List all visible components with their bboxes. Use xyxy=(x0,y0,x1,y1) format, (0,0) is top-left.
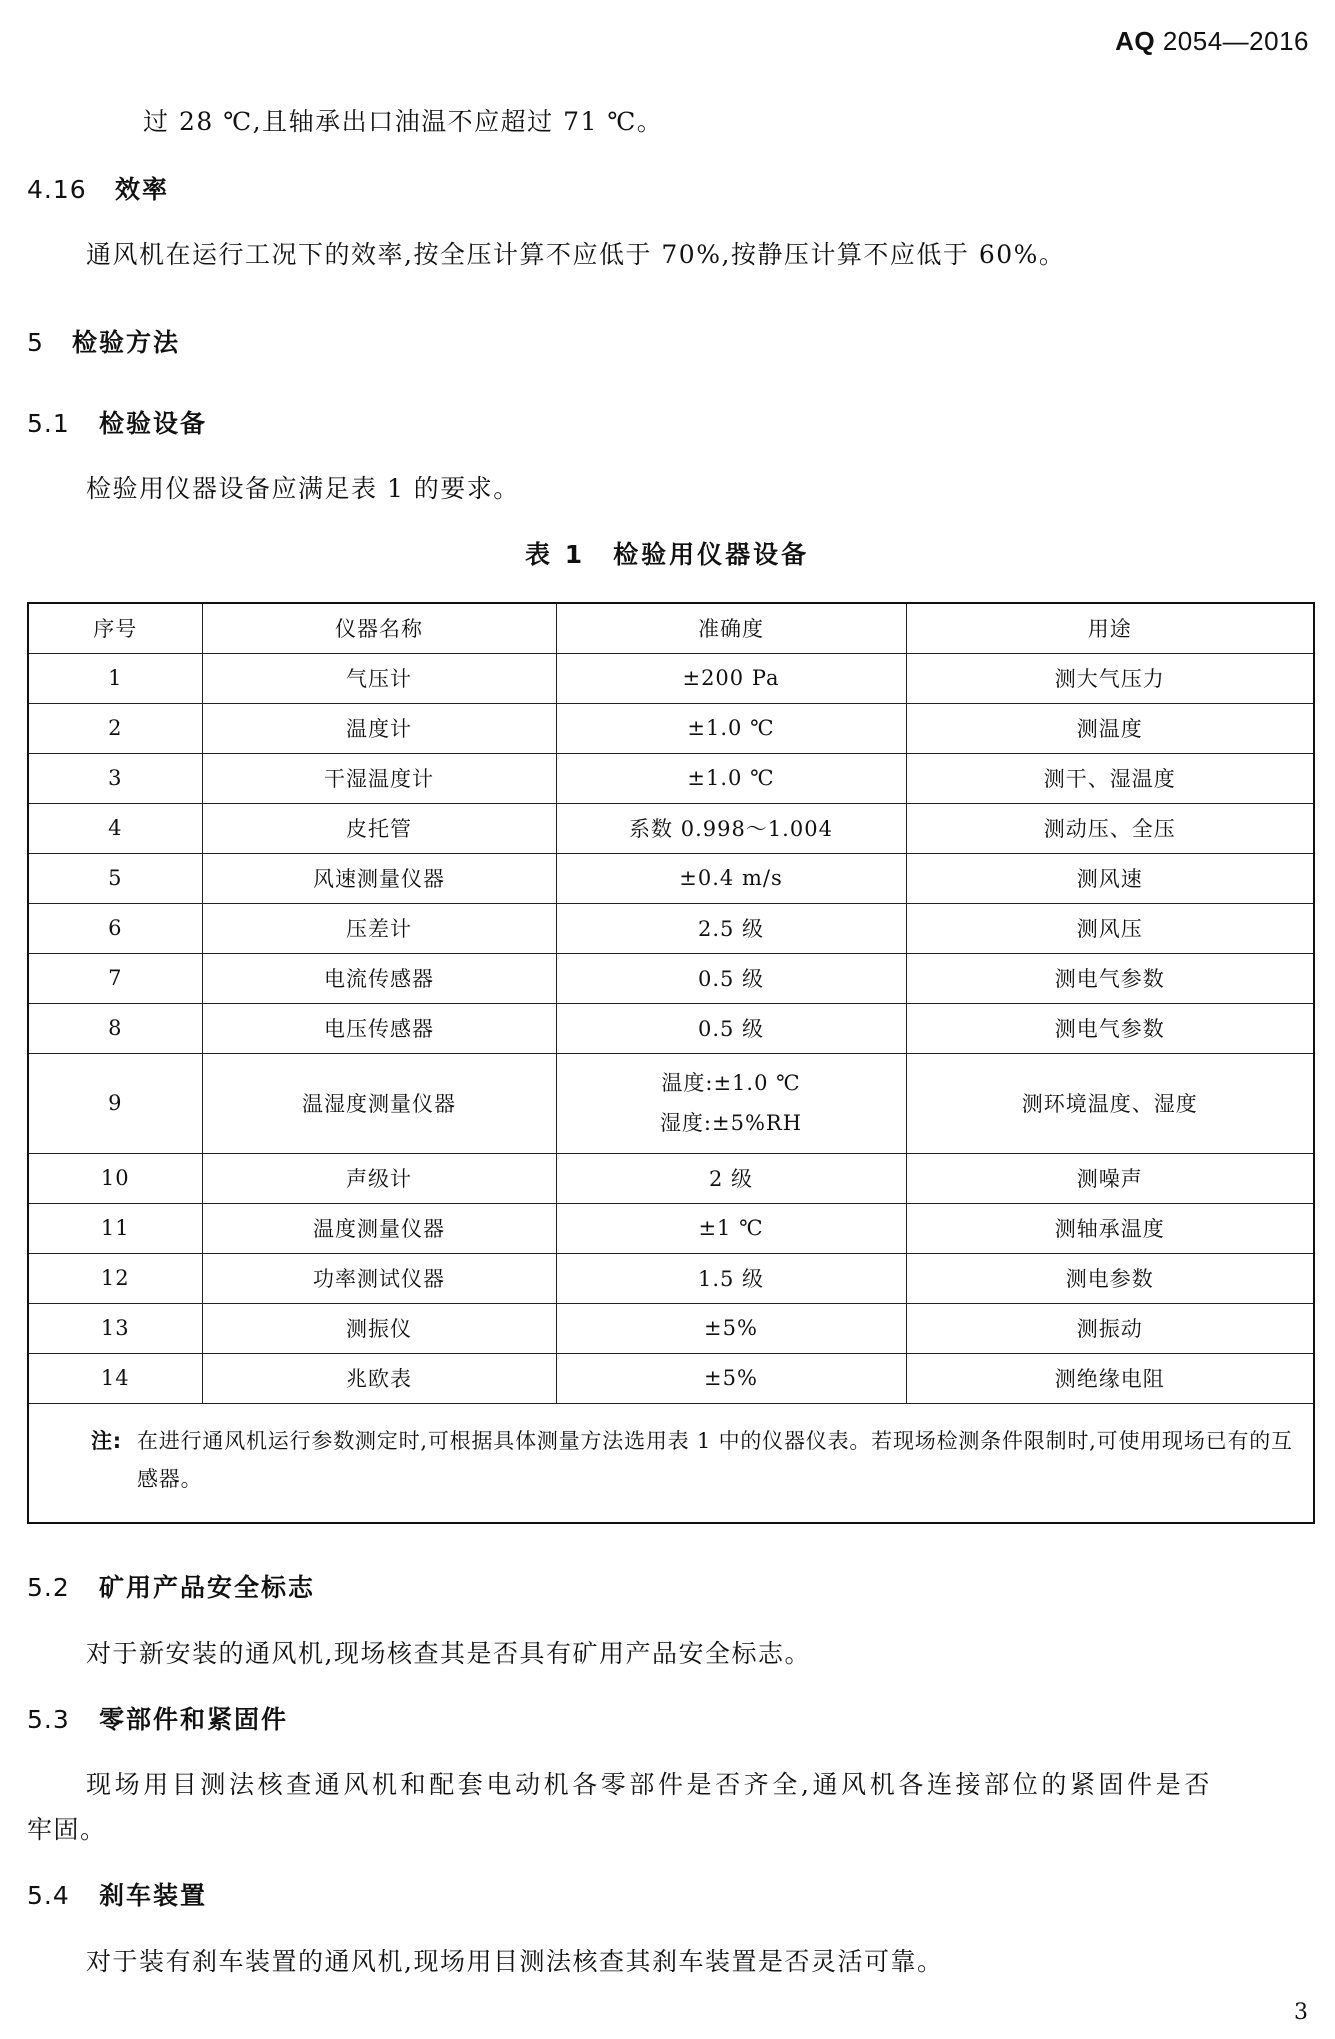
table-row xyxy=(28,653,1314,703)
cell-no: 12 xyxy=(28,1253,202,1303)
cell-no: 9 xyxy=(28,1053,202,1153)
page-number: 3 xyxy=(1294,2000,1308,2025)
cell-use: 测绝缘电阻 xyxy=(906,1353,1314,1403)
cell-no: 11 xyxy=(28,1203,202,1253)
table-row xyxy=(28,1303,1314,1353)
table-row xyxy=(28,1353,1314,1403)
cell-name: 干湿温度计 xyxy=(202,753,556,803)
table-row xyxy=(28,953,1314,1003)
cell-accuracy: ±5% xyxy=(556,1303,906,1353)
section-title: 检验设备 xyxy=(99,409,208,438)
table-row xyxy=(28,1153,1314,1203)
section-number: 4.16 xyxy=(27,175,87,204)
col-header-name: 仪器名称 xyxy=(202,603,556,653)
cell-use: 测温度 xyxy=(906,703,1314,753)
section-title: 零部件和紧固件 xyxy=(99,1705,289,1734)
note-label: 注: xyxy=(91,1428,122,1453)
standard-code-header xyxy=(1115,26,1309,57)
cell-use: 测振动 xyxy=(906,1303,1314,1353)
cell-accuracy: ±1.0 ℃ xyxy=(556,753,906,803)
cell-no: 1 xyxy=(28,653,202,703)
cell-accuracy: ±1.0 ℃ xyxy=(556,703,906,753)
cell-use: 测风压 xyxy=(906,903,1314,953)
standard-number: 2054—2016 xyxy=(1162,26,1309,56)
table-row xyxy=(28,1253,1314,1303)
accuracy-humidity: 湿度:±5%RH xyxy=(659,1111,803,1135)
standard-prefix: AQ xyxy=(1115,26,1156,56)
section-5-3-text-line2: 牢固。 xyxy=(27,1815,107,1844)
section-5-heading xyxy=(27,323,180,359)
cell-use: 测轴承温度 xyxy=(906,1203,1314,1253)
cell-accuracy: ±0.4 m/s xyxy=(556,853,906,903)
cell-use: 测电气参数 xyxy=(906,1003,1314,1053)
section-title: 效率 xyxy=(115,175,170,204)
cell-name: 温度测量仪器 xyxy=(202,1203,556,1253)
cell-no: 4 xyxy=(28,803,202,853)
cell-accuracy xyxy=(556,1053,906,1153)
note-text: 在进行通风机运行参数测定时,可根据具体测量方法选用表 1 中的仪器仪表。若现场检测条件限制时,可使用现场已有的互感器。 xyxy=(137,1428,1293,1491)
cell-use: 测环境温度、湿度 xyxy=(906,1053,1314,1153)
section-5-2-heading xyxy=(27,1568,315,1604)
col-header-use: 用途 xyxy=(906,603,1314,653)
section-number: 5.3 xyxy=(27,1705,70,1734)
cell-name: 测振仪 xyxy=(202,1303,556,1353)
table-note xyxy=(28,1403,1314,1523)
section-title: 刹车装置 xyxy=(99,1881,208,1910)
cell-name: 声级计 xyxy=(202,1153,556,1203)
cell-accuracy: 2 级 xyxy=(556,1153,906,1203)
section-5-1-heading xyxy=(27,404,207,440)
table-note-row xyxy=(28,1403,1314,1523)
cell-name: 温湿度测量仪器 xyxy=(202,1053,556,1153)
table-header-row xyxy=(28,603,1314,653)
section-4-16-heading xyxy=(27,170,169,206)
table-row xyxy=(28,1053,1314,1153)
table-row xyxy=(28,703,1314,753)
accuracy-temperature: 温度:±1.0 ℃ xyxy=(661,1071,801,1095)
section-5-1-text: 检验用仪器设备应满足表 1 的要求。 xyxy=(86,474,520,503)
section-4-16-text: 通风机在运行工况下的效率,按全压计算不应低于 70%,按静压计算不应低于 60%。 xyxy=(86,240,1066,269)
cell-accuracy: 0.5 级 xyxy=(556,953,906,1003)
cell-name: 兆欧表 xyxy=(202,1353,556,1403)
section-number: 5.2 xyxy=(27,1573,70,1602)
section-title: 矿用产品安全标志 xyxy=(99,1573,316,1602)
cell-use: 测风速 xyxy=(906,853,1314,903)
cell-no: 13 xyxy=(28,1303,202,1353)
col-header-accuracy: 准确度 xyxy=(556,603,906,653)
instrument-table xyxy=(27,602,1315,1524)
cell-no: 2 xyxy=(28,703,202,753)
table-row xyxy=(28,1003,1314,1053)
cell-no: 8 xyxy=(28,1003,202,1053)
table-row xyxy=(28,753,1314,803)
cell-no: 14 xyxy=(28,1353,202,1403)
cell-use: 测动压、全压 xyxy=(906,803,1314,853)
cell-accuracy: ±1 ℃ xyxy=(556,1203,906,1253)
cell-name: 电流传感器 xyxy=(202,953,556,1003)
cell-name: 皮托管 xyxy=(202,803,556,853)
cell-name: 压差计 xyxy=(202,903,556,953)
cell-use: 测电参数 xyxy=(906,1253,1314,1303)
table-caption: 表 1 检验用仪器设备 xyxy=(525,540,810,569)
section-5-3-text-line1: 现场用目测法核查通风机和配套电动机各零部件是否齐全,通风机各连接部位的紧固件是否 xyxy=(86,1770,1213,1799)
col-header-no: 序号 xyxy=(28,603,202,653)
cell-no: 6 xyxy=(28,903,202,953)
section-title: 检验方法 xyxy=(72,328,181,357)
section-5-2-text: 对于新安装的通风机,现场核查其是否具有矿用产品安全标志。 xyxy=(86,1639,811,1668)
cell-accuracy: 系数 0.998～1.004 xyxy=(556,803,906,853)
cell-use: 测电气参数 xyxy=(906,953,1314,1003)
cell-accuracy: ±200 Pa xyxy=(556,653,906,703)
section-number: 5.4 xyxy=(27,1881,70,1910)
section-number: 5.1 xyxy=(27,409,70,438)
continuation-text: 过 28 ℃,且轴承出口油温不应超过 71 ℃。 xyxy=(143,107,664,136)
cell-use: 测大气压力 xyxy=(906,653,1314,703)
table-row xyxy=(28,1203,1314,1253)
cell-no: 3 xyxy=(28,753,202,803)
cell-name: 气压计 xyxy=(202,653,556,703)
section-5-4-heading xyxy=(27,1876,207,1912)
cell-accuracy: 2.5 级 xyxy=(556,903,906,953)
cell-name: 风速测量仪器 xyxy=(202,853,556,903)
cell-no: 7 xyxy=(28,953,202,1003)
cell-use: 测干、湿温度 xyxy=(906,753,1314,803)
cell-no: 10 xyxy=(28,1153,202,1203)
cell-name: 温度计 xyxy=(202,703,556,753)
table-row xyxy=(28,903,1314,953)
cell-name: 功率测试仪器 xyxy=(202,1253,556,1303)
cell-no: 5 xyxy=(28,853,202,903)
cell-use: 测噪声 xyxy=(906,1153,1314,1203)
table-row xyxy=(28,803,1314,853)
cell-accuracy: 0.5 级 xyxy=(556,1003,906,1053)
section-5-3-heading xyxy=(27,1700,288,1736)
table-row xyxy=(28,853,1314,903)
cell-name: 电压传感器 xyxy=(202,1003,556,1053)
cell-accuracy: 1.5 级 xyxy=(556,1253,906,1303)
section-number: 5 xyxy=(27,328,44,357)
cell-accuracy: ±5% xyxy=(556,1353,906,1403)
section-5-4-text: 对于装有刹车装置的通风机,现场用目测法核查其刹车装置是否灵活可靠。 xyxy=(86,1947,944,1976)
